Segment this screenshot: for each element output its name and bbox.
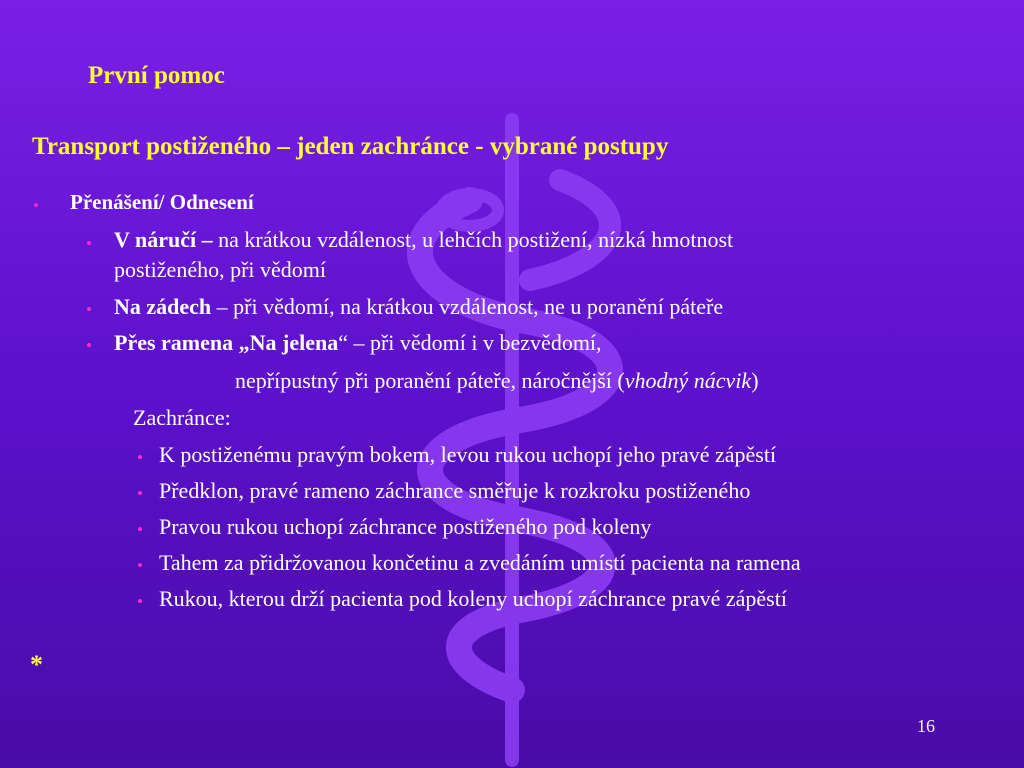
slide-subtitle: Transport postiženého – jeden zachránce - vybrané postupy — [32, 133, 669, 160]
bullet-icon: • — [137, 448, 143, 467]
item-continuation — [235, 368, 759, 394]
bullet-icon: • — [137, 592, 143, 611]
item-text: na krátkou vzdálenost, u lehčích postižení, nízká hmotnost — [212, 227, 734, 252]
step-item: Pravou rukou uchopí záchrance postiženého pod koleny — [159, 514, 652, 539]
page-number: 16 — [917, 716, 935, 736]
bullet-icon: • — [86, 336, 92, 355]
list-item — [114, 227, 733, 253]
item-text: nepřípustný při poranění páteře, náročnější ( — [235, 368, 625, 393]
bullet-icon: • — [137, 484, 143, 503]
item-bold-label: Přes ramena „Na jelena — [114, 330, 339, 355]
step-item: Předklon, pravé rameno záchrance směřuje k rozkroku postiženého — [159, 478, 751, 503]
bullet-icon: • — [86, 300, 92, 319]
item-italic-note: vhodný nácvik — [624, 368, 752, 393]
step-item: K postiženému pravým bokem, levou rukou uchopí jeho pravé zápěstí — [159, 442, 777, 467]
list-item — [114, 330, 602, 356]
star-marker: * — [30, 650, 43, 679]
bullet-icon: • — [137, 556, 143, 575]
item-text: ) — [751, 368, 759, 393]
item-text: – při vědomí, na krátkou vzdálenost, ne u poranění páteře — [211, 294, 724, 319]
item-continuation: postiženého, při vědomí — [114, 257, 327, 282]
level1-heading: Přenášení/ Odnesení — [70, 190, 254, 214]
bullet-icon: • — [86, 234, 92, 253]
rescuer-label: Zachránce: — [133, 405, 231, 430]
bullet-icon: • — [137, 520, 143, 539]
step-item: Rukou, kterou drží pacienta pod koleny uchopí záchrance pravé zápěstí — [159, 586, 787, 611]
slide-title: První pomoc — [88, 62, 225, 89]
item-text: “ – při vědomí i v bezvědomí, — [338, 330, 602, 355]
list-item — [114, 294, 723, 320]
step-item: Tahem za přidržovanou končetinu a zvedáním umístí pacienta na ramena — [159, 550, 801, 575]
item-bold-label: Na zádech — [114, 294, 212, 319]
bullet-icon: • — [33, 196, 39, 215]
item-bold-label: V náručí – — [114, 227, 213, 252]
